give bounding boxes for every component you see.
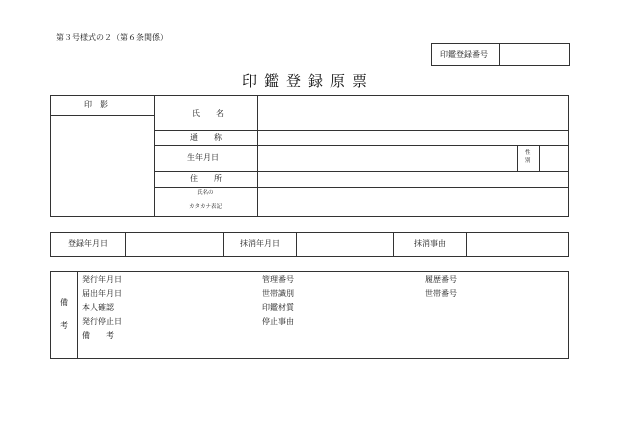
main-table-divider-1 (154, 95, 155, 217)
seal-reg-number-divider (499, 43, 500, 66)
katakana-label-2: カタカナ表記 (189, 204, 223, 210)
dates-divider-4 (393, 232, 394, 257)
form-number: 第３号様式の２（第６条関係） (56, 33, 168, 42)
remarks-notes: 備 考 (82, 331, 114, 340)
name-label: 氏 名 (192, 109, 224, 118)
remarks-issue-date: 発行年月日 (82, 275, 122, 284)
remarks-suspension-reason: 停止事由 (262, 317, 294, 326)
row-line-1 (154, 130, 569, 131)
remarks-household-number: 世帯番号 (425, 289, 457, 298)
dates-divider-1 (125, 232, 126, 257)
seal-header-line (50, 115, 154, 116)
remarks-divider (77, 271, 78, 359)
row-line-4 (154, 187, 569, 188)
remarks-identity-check: 本人確認 (82, 303, 114, 312)
registration-date-label: 登録年月日 (68, 239, 108, 248)
seal-impression-label: 印 影 (84, 100, 108, 109)
birthdate-label: 生年月日 (187, 153, 219, 162)
main-table-divider-2 (257, 95, 258, 217)
dates-divider-2 (223, 232, 224, 257)
remarks-side-label-2: 考 (60, 321, 68, 330)
remarks-filing-date: 届出年月日 (82, 289, 122, 298)
row-line-2 (154, 145, 569, 146)
gender-label-1: 性 (525, 150, 531, 156)
dates-divider-5 (466, 232, 467, 257)
deletion-date-label: 抹消年月日 (240, 239, 280, 248)
remarks-side-label-1: 備 (60, 298, 68, 307)
remarks-management-number: 管理番号 (262, 275, 294, 284)
dates-table (50, 232, 569, 257)
remarks-household-id: 世帯識別 (262, 289, 294, 298)
form-title: 印鑑登録原票 (242, 72, 375, 90)
remarks-seal-material: 印鑑材質 (262, 303, 294, 312)
address-label: 住 所 (190, 174, 222, 183)
gender-divider-right (539, 145, 540, 171)
gender-divider-left (517, 145, 518, 171)
deletion-reason-label: 抹消事由 (414, 239, 446, 248)
remarks-suspension-date: 発行停止日 (82, 317, 122, 326)
gender-label-2: 別 (525, 158, 531, 164)
remarks-history-number: 履歴番号 (425, 275, 457, 284)
row-line-3 (154, 171, 569, 172)
dates-divider-3 (296, 232, 297, 257)
seal-reg-number-label: 印鑑登録番号 (440, 50, 488, 59)
alias-label: 通 称 (190, 133, 222, 142)
katakana-label-1: 氏名の (197, 190, 214, 196)
remarks-table (50, 271, 569, 359)
main-table (50, 95, 569, 217)
